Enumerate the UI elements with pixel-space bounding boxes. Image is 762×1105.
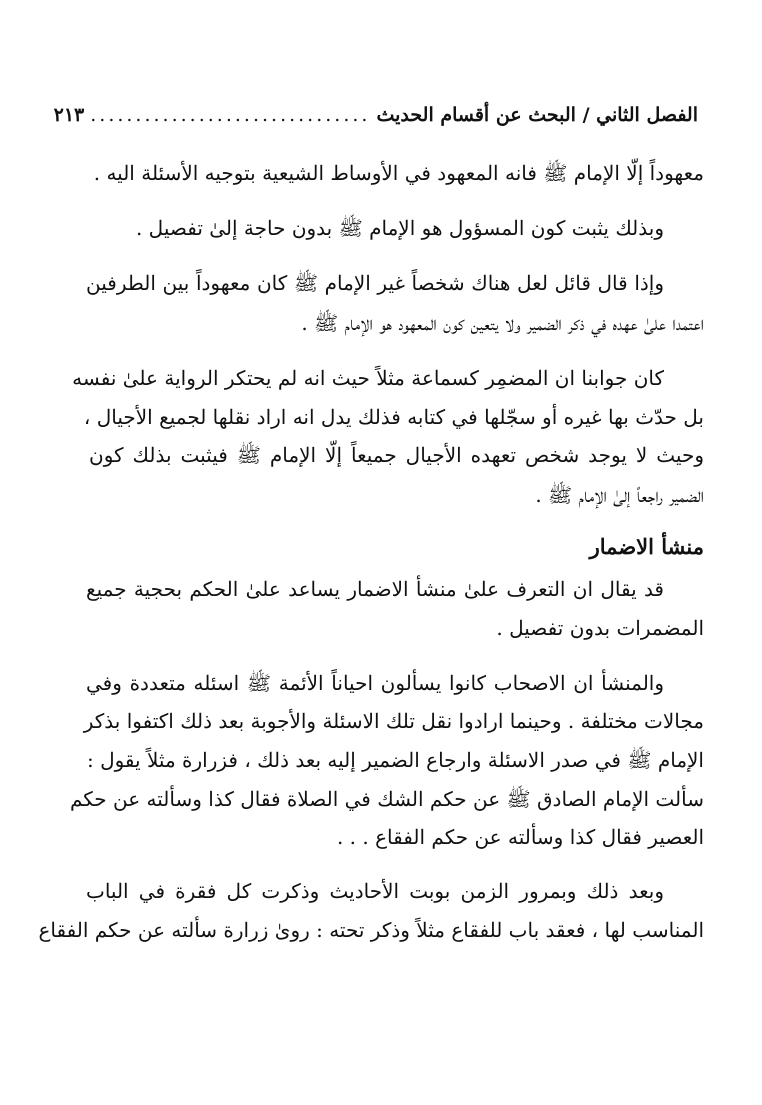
text-line: وبعد ذلك وبمرور الزمن بوبت الأحاديث وذكرت كل فقرة في الباب [86, 879, 664, 903]
text-line: العصير فقال كذا وسألته عن حكم الفقاع . . . [336, 825, 704, 849]
text-line: وبذلك يثبت كون المسؤول هو الإمام ﷺ بدون حاجة إلىٰ تفصيل . [135, 216, 664, 240]
text-line: قد يقال ان التعرف علىٰ منشأ الاضمار يساعد علىٰ الحكم بحجية جميع [86, 577, 664, 601]
text-line: وإذا قال قائل لعل هناك شخصاً غير الإمام ﷺ كان معهوداً بين الطرفين [86, 271, 664, 295]
text-line: كان جوابنا ان المضمِر كسماعة مثلاً حيث انه لم يحتكر الرواية علىٰ نفسه [72, 366, 664, 390]
text-line: مجالات مختلفة . وحينما ارادوا نقل تلك الاسئلة والأجوبة بعد ذلك اكتفوا بذكر [83, 709, 704, 733]
text-line: معهوداً إلّا الإمام ﷺ فانه المعهود في الأوساط الشيعية بتوجيه الأسئلة اليه . [93, 161, 704, 185]
text-line: المضمرات بدون تفصيل . [496, 616, 704, 640]
text-line: المناسب لها ، فعقد باب للفقاع مثلاً وذكر تحته : روىٰ زرارة سألته عن حكم الفقاع [38, 918, 704, 942]
leader-dots: ............................... [90, 104, 371, 126]
page-number: ٢١٣ [53, 104, 85, 126]
text-line: سألت الإمام الصادق ﷺ عن حكم الشك في الصلاة فقال كذا وسألته عن حكم [69, 787, 704, 811]
chapter-title: الفصل الثاني / البحث عن أقسام الحديث [376, 104, 698, 126]
text-line: بل حدّث بها غيره أو سجّلها في كتابه فذلك يدل انه اراد نقلها لجميع الأجيال ، [83, 405, 704, 429]
text-line: وحيث لا يوجد شخص تعهده الأجيال جميعاً إلّا الإمام ﷺ فيثبت بذلك كون [89, 443, 704, 467]
text-line: الضمير راجعاً إلىٰ الإمام ﷺ . [535, 483, 704, 507]
text-line: الإمام ﷺ في صدر الاسئلة وارجاع الضمير إليه بعد ذلك ، فزرارة مثلاً يقول : [86, 748, 704, 772]
section-heading: منشأ الاضمار [589, 534, 704, 559]
text-line: اعتمدا علىٰ عهده في ذكر الضمير ولا يتعين كون المعهود هو الإمام ﷺ . [301, 311, 704, 335]
running-header [53, 98, 698, 132]
text-line: والمنشأ ان الاصحاب كانوا يسألون احياناً الأئمة ﷺ اسئله متعددة وفي [86, 671, 664, 695]
